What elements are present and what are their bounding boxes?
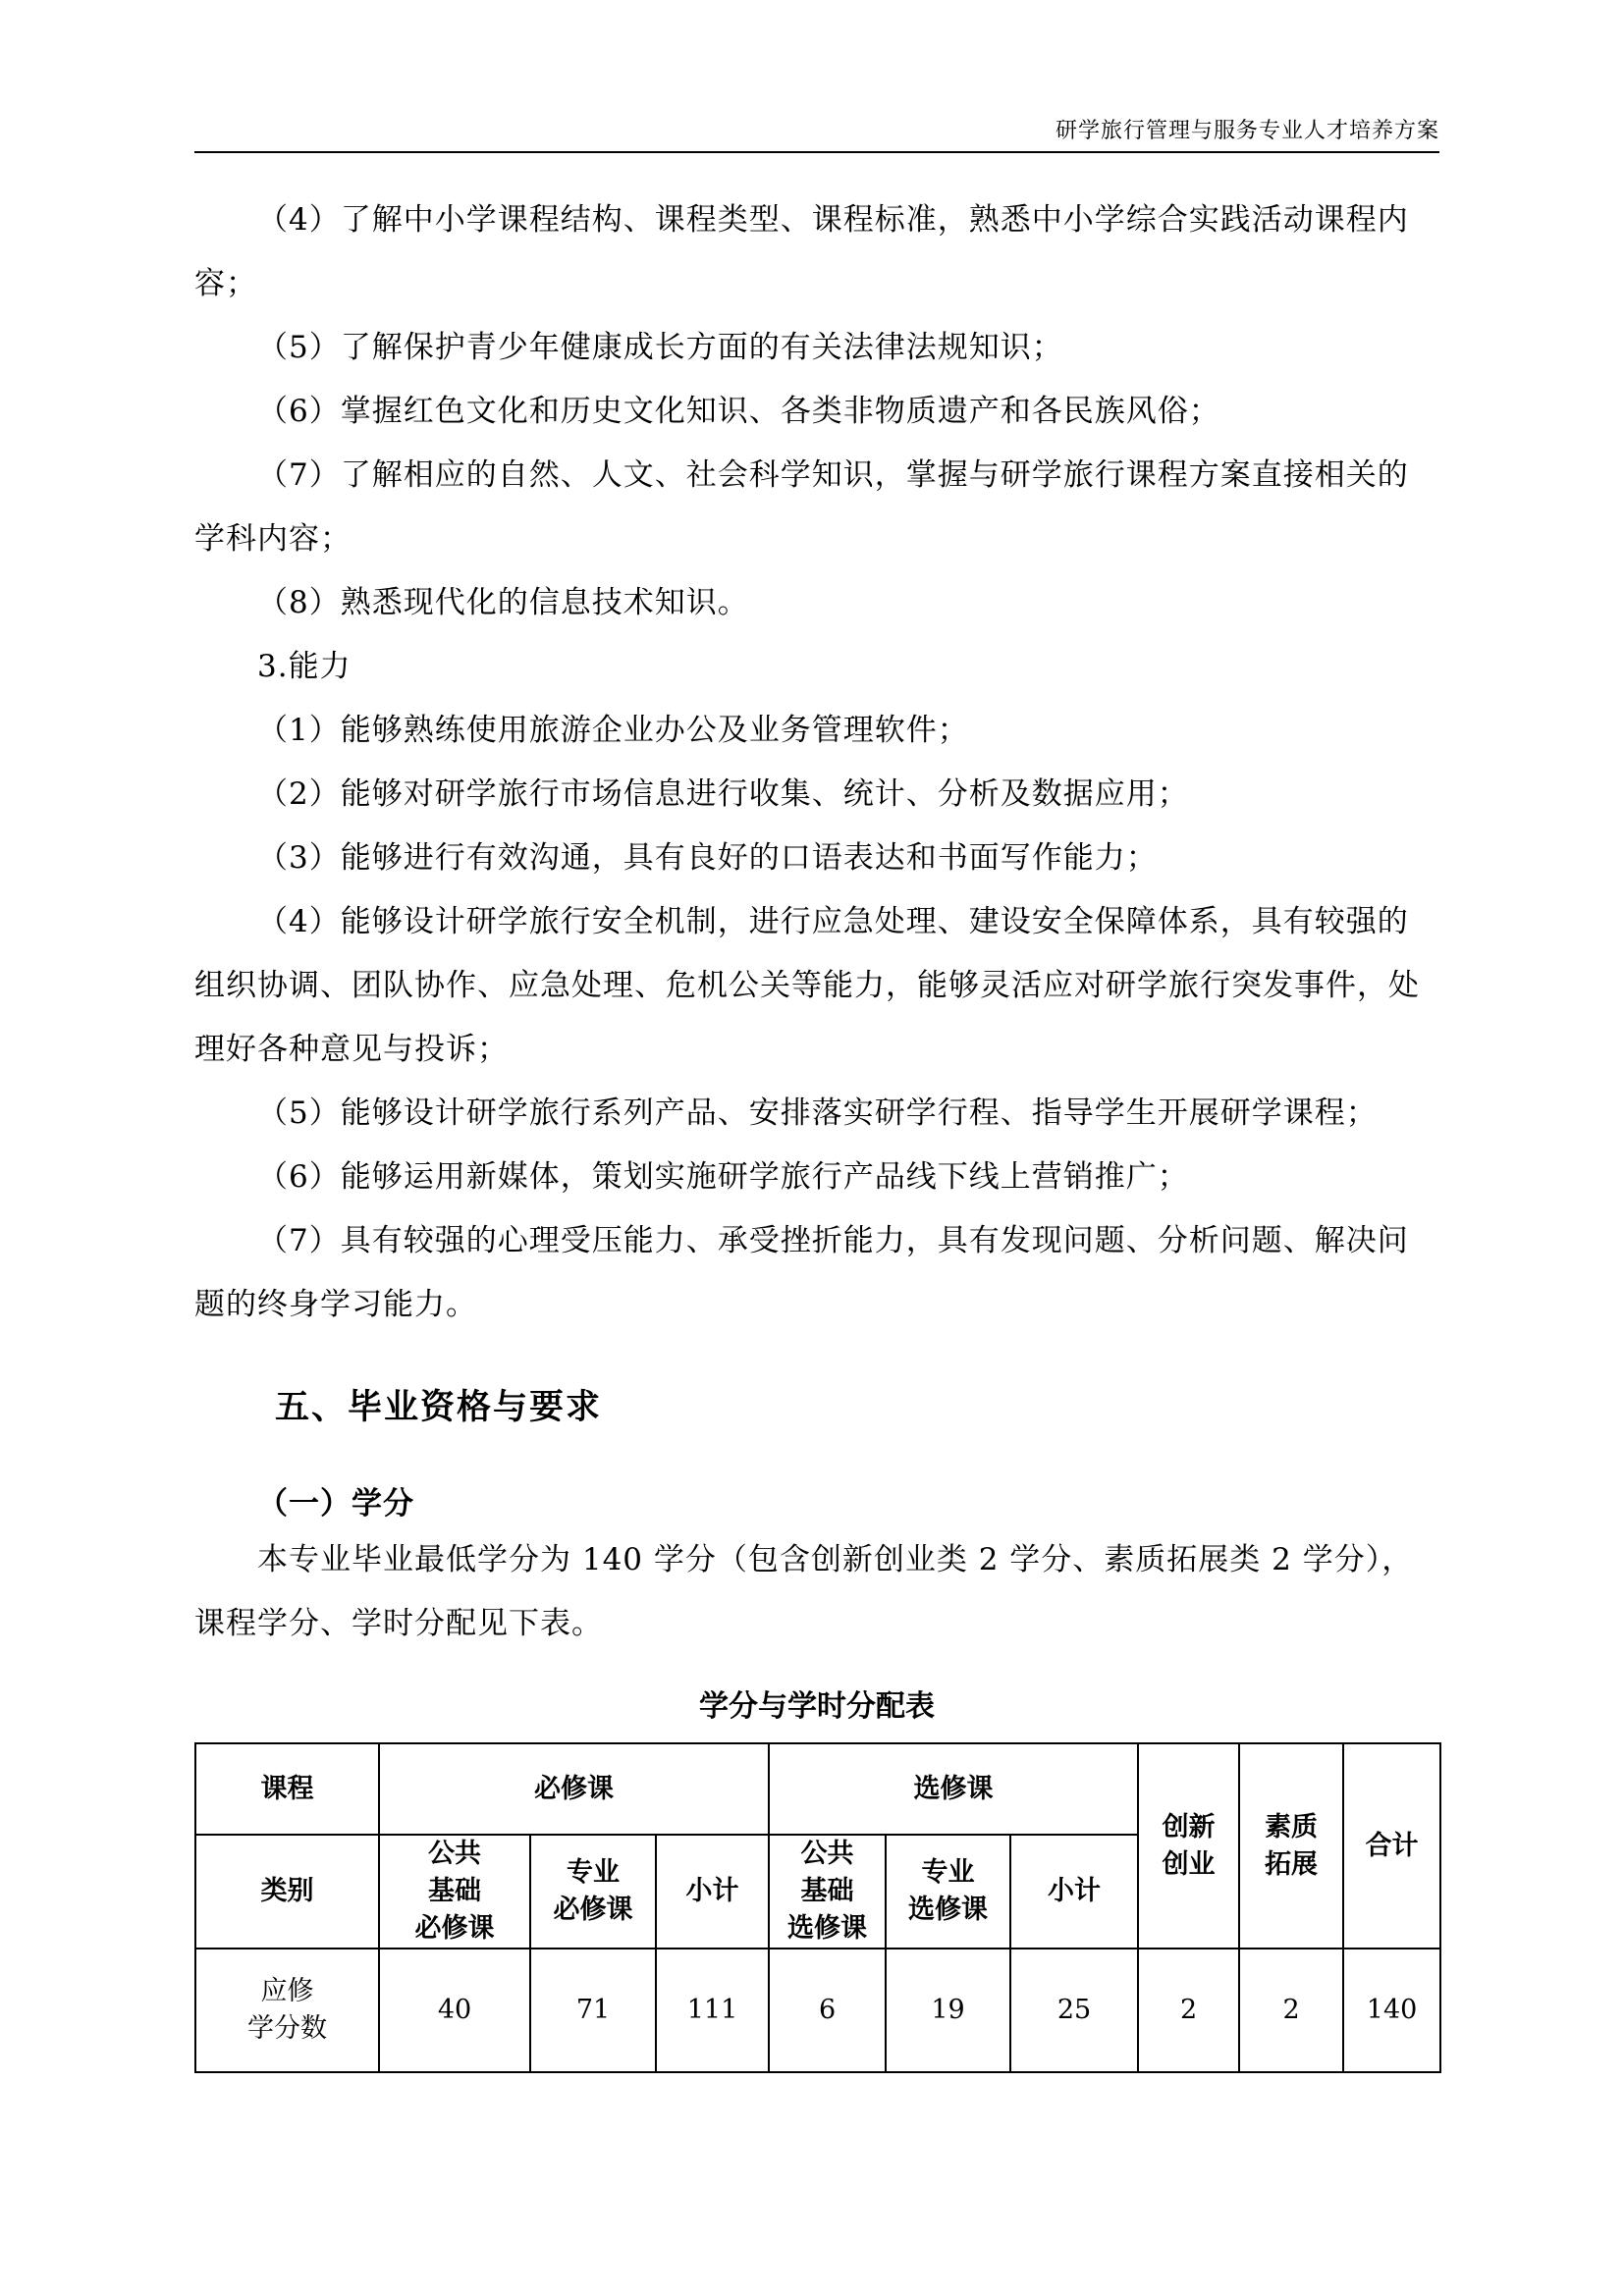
cell-subtotal-required: 111 bbox=[656, 1949, 769, 2072]
col-major-elective: 专业 选修课 bbox=[886, 1835, 1010, 1949]
ability-item: （1）能够熟练使用旅游企业办公及业务管理软件； bbox=[257, 713, 969, 748]
knowledge-item: （6）掌握红色文化和历史文化知识、各类非物质遗产和各民族风俗； bbox=[257, 394, 1220, 429]
col-major-required: 专业 必修课 bbox=[530, 1835, 656, 1949]
ability-item: （6）能够运用新媒体，策划实施研学旅行产品线下线上营销推广； bbox=[257, 1159, 1189, 1195]
subsection-title: （一）学分 bbox=[257, 1486, 414, 1522]
row-label: 应修 学分数 bbox=[195, 1949, 379, 2072]
col-elective: 选修课 bbox=[769, 1743, 1138, 1835]
cell-total: 140 bbox=[1343, 1949, 1440, 2072]
col-total: 合计 bbox=[1343, 1743, 1440, 1949]
knowledge-item: （7）了解相应的自然、人文、社会科学知识，掌握与研学旅行课程方案直接相关的学科内容； bbox=[194, 457, 1409, 557]
cell-subtotal-elective: 25 bbox=[1010, 1949, 1138, 2072]
table-header-row bbox=[195, 1743, 1440, 1835]
table-row bbox=[195, 1949, 1440, 2072]
credit-table bbox=[194, 1742, 1441, 2073]
page-content bbox=[194, 188, 1439, 2073]
cell-innovation: 2 bbox=[1138, 1949, 1239, 2072]
ability-item: （4）能够设计研学旅行安全机制，进行应急处理、建设安全保障体系，具有较强的组织协调、团队协作、应急处理、危机公关等能力，能够灵活应对研学旅行突发事件，处理好各种意见与投诉； bbox=[194, 904, 1420, 1067]
ability-item: （3）能够进行有效沟通，具有良好的口语表达和书面写作能力； bbox=[257, 840, 1158, 876]
col-category: 类别 bbox=[195, 1835, 379, 1949]
knowledge-item: （5）了解保护青少年健康成长方面的有关法律法规知识； bbox=[257, 330, 1063, 365]
header-title: 研学旅行管理与服务专业人才培养方案 bbox=[1055, 119, 1439, 143]
ability-item: （5）能够设计研学旅行系列产品、安排落实研学行程、指导学生开展研学课程； bbox=[257, 1095, 1378, 1131]
col-innovation: 创新 创业 bbox=[1138, 1743, 1239, 1949]
table-title: 学分与学时分配表 bbox=[699, 1689, 935, 1724]
ability-item: （7）具有较强的心理受压能力、承受挫折能力，具有发现问题、分析问题、解决问题的终身学习能力。 bbox=[194, 1223, 1409, 1322]
section-title: 五、毕业资格与要求 bbox=[275, 1388, 603, 1427]
col-subtotal-elective: 小计 bbox=[1010, 1835, 1138, 1949]
knowledge-item: （8）熟悉现代化的信息技术知识。 bbox=[257, 585, 749, 620]
col-pub-elective: 公共 基础 选修课 bbox=[769, 1835, 886, 1949]
cell-pub-required: 40 bbox=[379, 1949, 530, 2072]
credit-intro: 本专业毕业最低学分为 140 学分（包含创新创业类 2 学分、素质拓展类 2 学分），课程学分、学时分配见下表。 bbox=[194, 1542, 1414, 1641]
knowledge-item: （4）了解中小学课程结构、课程类型、课程标准，熟悉中小学综合实践活动课程内容； bbox=[194, 202, 1409, 301]
ability-heading: 3.能力 bbox=[257, 649, 352, 684]
cell-major-elective: 19 bbox=[886, 1949, 1010, 2072]
page-header bbox=[194, 110, 1439, 153]
col-course: 课程 bbox=[195, 1743, 379, 1835]
ability-item: （2）能够对研学旅行市场信息进行收集、统计、分析及数据应用； bbox=[257, 776, 1189, 812]
col-pub-required: 公共 基础 必修课 bbox=[379, 1835, 530, 1949]
cell-major-required: 71 bbox=[530, 1949, 656, 2072]
col-quality: 素质 拓展 bbox=[1239, 1743, 1343, 1949]
col-subtotal-required: 小计 bbox=[656, 1835, 769, 1949]
cell-pub-elective: 6 bbox=[769, 1949, 886, 2072]
cell-quality: 2 bbox=[1239, 1949, 1343, 2072]
col-required: 必修课 bbox=[379, 1743, 769, 1835]
